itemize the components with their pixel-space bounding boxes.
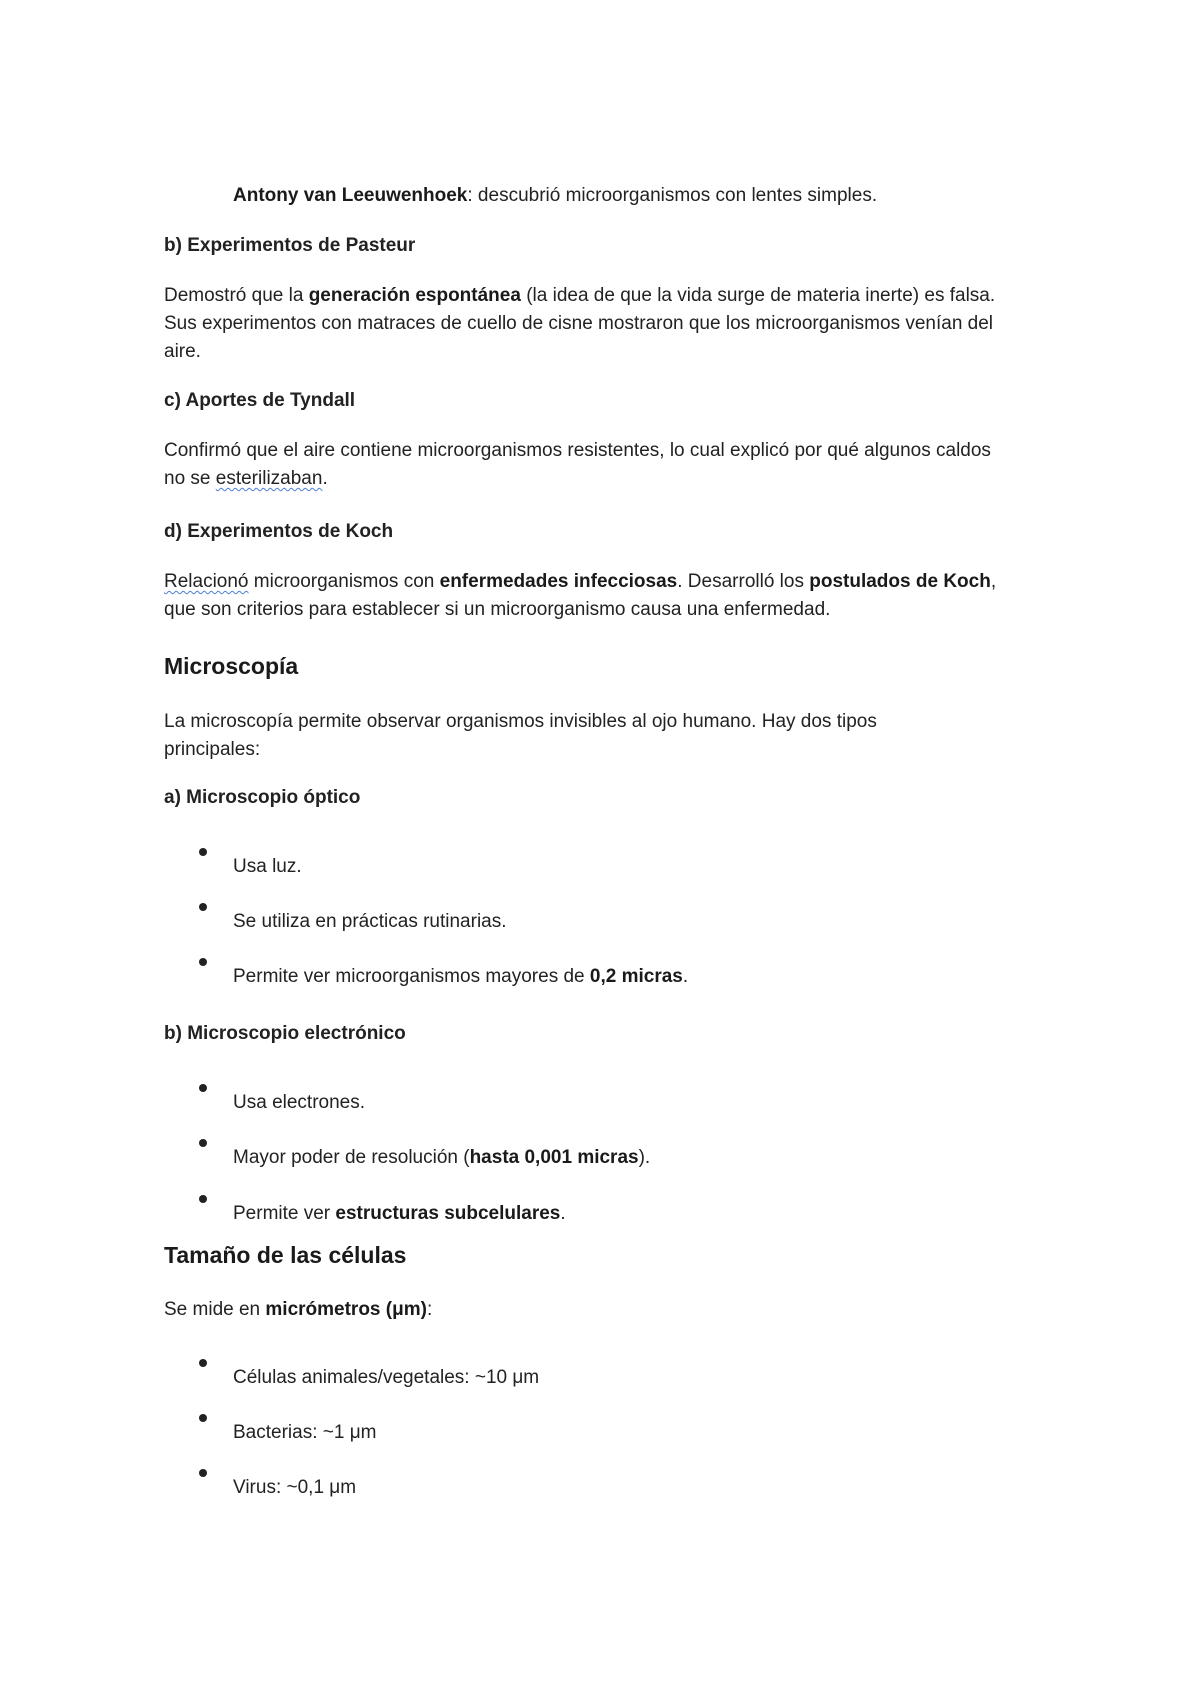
optico-heading: a) Microscopio óptico: [164, 787, 361, 808]
text-run: .: [560, 1203, 566, 1224]
list-item: [233, 908, 507, 936]
bullet-icon: [199, 903, 207, 911]
bold-run: hasta 0,001 micras: [469, 1147, 639, 1168]
tyndall-paragraph: [164, 437, 1014, 493]
text-run: Confirmó que el aire contiene microorganismos resistentes, lo cual explicó por qué algunos caldos no se: [164, 440, 991, 489]
text-run: . Desarrolló los: [677, 571, 810, 592]
text-run: .: [682, 966, 689, 987]
bullet-icon: [199, 1084, 207, 1092]
list-item: [233, 1200, 566, 1228]
text-run: .: [322, 468, 328, 489]
text-run: , que son criterios para establecer si un microorganismo causa una enfermedad.: [164, 571, 997, 620]
spellcheck-word[interactable]: Relacionó: [164, 571, 249, 592]
list-item: [233, 1144, 650, 1172]
koch-paragraph: [164, 568, 1024, 624]
electronico-heading: b) Microscopio electrónico: [164, 1023, 406, 1044]
bold-run: micrómetros (μm): [265, 1299, 427, 1320]
bullet-icon: [199, 1469, 207, 1477]
tamano-intro: [164, 1296, 1024, 1324]
text-run: (la idea de que la vida surge de materia inerte) es falsa. Sus experimentos con matraces de cuello de cisne mostraron que los microorganismos venían del aire.: [164, 285, 996, 362]
text-run: Se mide en: [164, 1299, 266, 1320]
list-item: [233, 853, 302, 881]
text-run: ).: [638, 1147, 651, 1168]
tyndall-heading: c) Aportes de Tyndall: [164, 390, 356, 411]
text-run: Permite ver microorganismos mayores de: [233, 966, 590, 987]
pasteur-heading: b) Experimentos de Pasteur: [164, 235, 416, 256]
tamano-heading: Tamaño de las células: [164, 1242, 407, 1268]
text-run: microorganismos con: [248, 571, 440, 592]
list-item: Bacterias: ~1 μm: [233, 1422, 377, 1443]
pasteur-paragraph: [164, 282, 1004, 366]
bold-run: estructuras subcelulares: [335, 1203, 561, 1224]
text-run: Demostró que la: [164, 285, 309, 306]
leeuwenhoek-desc: : descubrió microorganismos con lentes simples.: [467, 185, 878, 206]
text-run: Se utiliza en prácticas rutinarias.: [233, 911, 507, 932]
list-item: Células animales/vegetales: ~10 μm: [233, 1367, 540, 1388]
leeuwenhoek-name: Antony van Leeuwenhoek: [233, 185, 468, 206]
text-run: Usa electrones.: [233, 1092, 366, 1113]
bold-run: postulados de Koch: [809, 571, 991, 592]
bullet-icon: [199, 1359, 207, 1367]
spellcheck-word[interactable]: esterilizaban: [215, 468, 323, 489]
text-run: Usa luz.: [233, 856, 302, 877]
microscopia-heading: Microscopía: [164, 653, 299, 679]
bullet-icon: [199, 958, 207, 966]
bold-run: enfermedades infecciosas: [439, 571, 678, 592]
bullet-icon: [199, 1414, 207, 1422]
text-run: :: [426, 1299, 433, 1320]
koch-heading: d) Experimentos de Koch: [164, 521, 394, 542]
microscopia-intro: La microscopía permite observar organismos invisibles al ojo humano. Hay dos tipos principales:: [164, 711, 877, 760]
list-item: Virus: ~0,1 μm: [233, 1477, 357, 1498]
text-run: Mayor poder de resolución (: [233, 1147, 470, 1168]
bullet-icon: [199, 848, 207, 856]
list-item: [233, 1089, 365, 1117]
list-item: [233, 963, 688, 991]
bullet-icon: [199, 1195, 207, 1203]
leeuwenhoek-line: [233, 182, 1093, 210]
bold-run: 0,2 micras: [589, 966, 683, 987]
bullet-icon: [199, 1139, 207, 1147]
text-run: Permite ver: [233, 1203, 336, 1224]
bold-run: generación espontánea: [308, 285, 521, 306]
